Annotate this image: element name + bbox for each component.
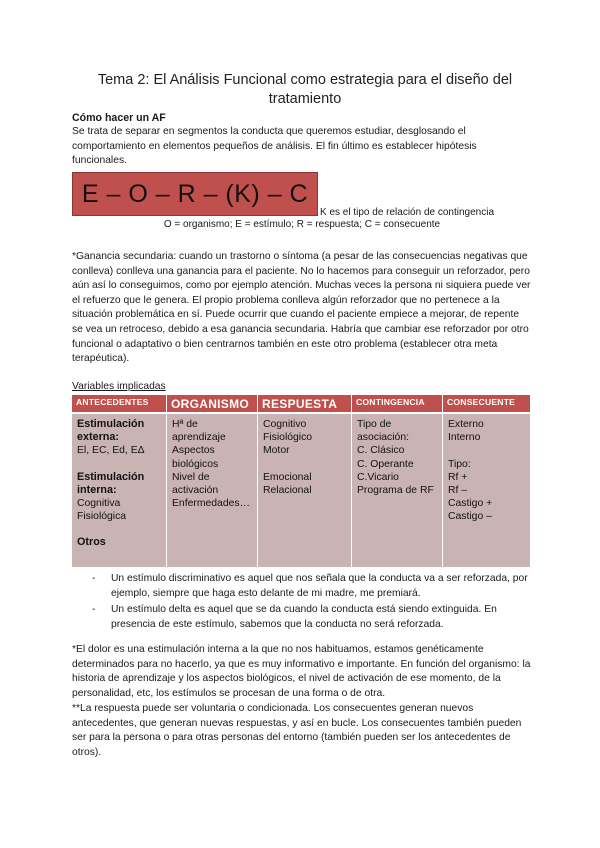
intro-paragraph: Se trata de separar en segmentos la conducta que queremos estudiar, desglosando el comportamiento en elementos pequeños de análisis. El fin último es establecer hipótesis funcionales. <box>72 126 477 167</box>
column-consecuente <box>443 395 530 567</box>
k-label: K es el tipo de relación de contingencia <box>320 207 495 218</box>
antecedentes-external-text: El, EC, Ed, EΔ <box>77 445 145 457</box>
cell-contingencia: Tipo de asociación: C. Clásico C. Operante C.Vicario Programa de RF <box>352 414 442 567</box>
header-consecuente: CONSECUENTE <box>443 395 530 412</box>
list-item: - Un estímulo discriminativo es aquel que nos señala que la conducta va a ser reforzada, por ejemplo, siempre que haga esto delante de mi madre, me premiará. <box>92 571 532 601</box>
dolor-paragraph: *El dolor es una estimulación interna a la que no nos habituamos, estamos genéticamente determinados para no hacerlo, ya que es muy informativo e importante. En función del organismo: la historia de aprendizaje y los aspectos biológicos, el nivel de activación de ese momento, de la personalidad, etc, los estímulos se procesan de una forma o de otra. <box>72 644 531 699</box>
column-respuesta <box>258 395 351 567</box>
variables-label: Variables implicadas <box>72 381 166 392</box>
cell-consecuente: Externo Interno Tipo: Rf + Rf – Castigo + Castigo – <box>443 414 530 567</box>
stimulus-bullet-list <box>92 571 532 633</box>
column-organismo <box>167 395 257 567</box>
ganancia-paragraph: *Ganancia secundaria: cuando un trastorno o síntoma (a pesar de las consecuencias negativas que conlleva) conlleva una ganancia para el paciente. No lo hacemos para conseguir un reforzador, pero aún así lo conseguimos, como por ejemplo atención. Muchas veces la persona ni siquiera puede ver el refuerzo que le genera. El propio problema conlleva algún reforzador que no pertenece a la situación problemática en sí. Puede ocurrir que cuando el paciente empiece a mejorar, de repente se vea un retroceso, debido a esa ganancia secundaria. Habría que cambiar ese reforzador por otro funcional o adaptativo o bien centrarnos también en este otro problema (establecer otra meta terapéutica). <box>72 251 531 365</box>
antecedentes-internal-text: Cognitiva Fisiológica <box>77 498 127 523</box>
column-contingencia <box>352 395 442 567</box>
antecedentes-others-heading: Otros <box>77 536 106 549</box>
header-contingencia: CONTINGENCIA <box>352 395 442 412</box>
page-title: Tema 2: El Análisis Funcional como estrategia para el diseño del tratamiento <box>97 72 513 107</box>
definitions-line: O = organismo; E = estímulo; R = respuesta; C = consecuente <box>163 219 441 230</box>
antecedentes-internal-heading: Estimulación interna: <box>77 470 145 496</box>
column-antecedentes <box>72 395 166 567</box>
antecedentes-external-heading: Estimulación externa: <box>77 418 145 444</box>
cell-organismo: Hª de aprendizaje Aspectos biológicos Nivel de activación Enfermedades… <box>167 414 257 567</box>
list-item: - Un estímulo delta es aquel que se da cuando la conducta está siendo extinguida. En presencia de este estímulo, sabemos que la conducta no será reforzada. <box>92 602 532 632</box>
variables-table <box>72 395 530 567</box>
cell-respuesta: Cognitivo Fisiológico Motor Emocional Relacional <box>258 414 351 567</box>
section-heading: Cómo hacer un AF <box>72 112 166 124</box>
eorkc-formula-box: E – O – R – (K) – C <box>72 172 318 216</box>
header-antecedentes: ANTECEDENTES <box>72 395 166 412</box>
cell-antecedentes <box>72 414 166 567</box>
header-organismo: ORGANISMO <box>167 395 257 412</box>
respuesta-note-paragraph: **La respuesta puede ser voluntaria o condicionada. Los consecuentes generan nuevos antecedentes, que generan nuevas respuestas, y así en bucle. Los consecuentes también pueden ser para la persona o para otras personas del entorno (también pueden ser los antecedentes de otros). <box>72 703 522 758</box>
header-respuesta: RESPUESTA <box>258 395 351 412</box>
